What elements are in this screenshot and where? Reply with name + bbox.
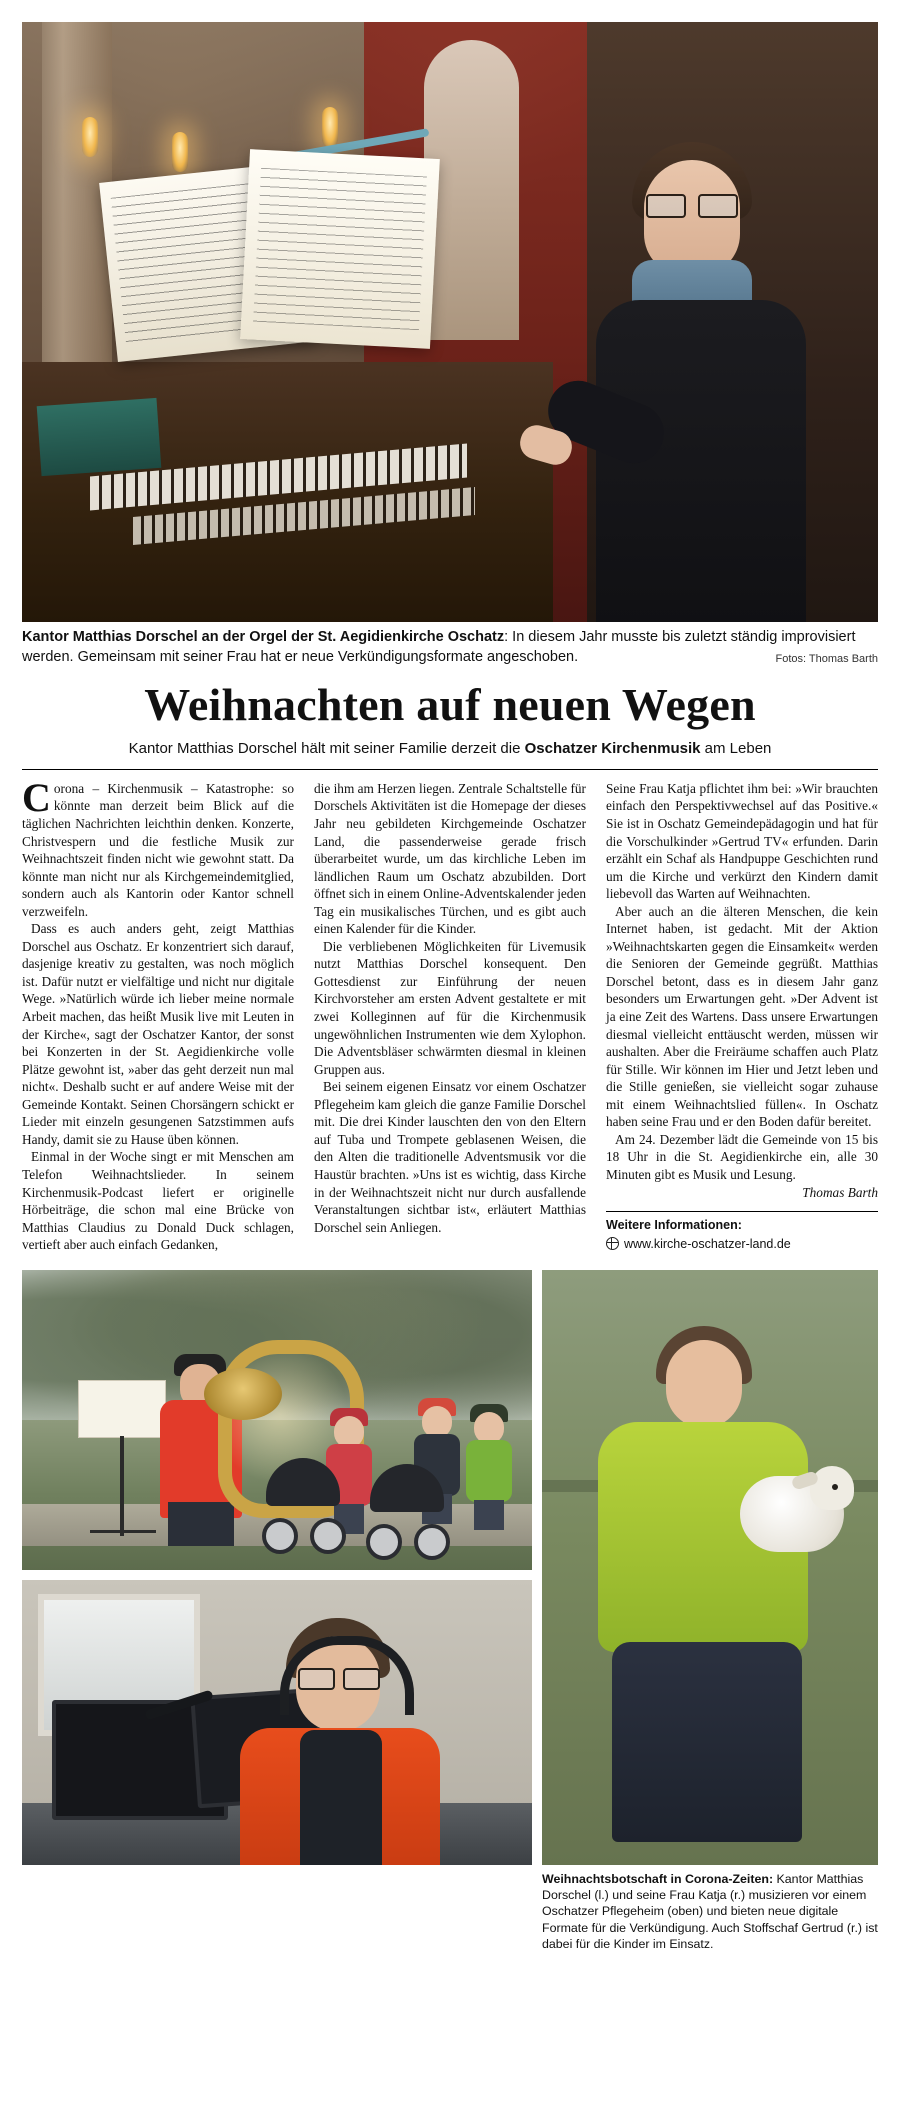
bottom-caption [542, 1871, 878, 1953]
organist-figure [586, 142, 816, 622]
divider [22, 769, 878, 770]
bottom-right-column [542, 1270, 878, 1953]
paragraph: Einmal in der Woche singt er mit Menschen am Telefon Weihnachtslieder. In seinem Kirchenmusik-Podcast liefert er originelle Hörbeiträge, die schon mal eine Brücke von Matthias Claudius zu Donald Duck schlagen, vertieft aber auch einfach Gedanken, [22, 1149, 294, 1253]
bottom-caption-bold: Weihnachtsbotschaft in Corona-Zeiten: [542, 1871, 774, 1886]
candle-light-icon [322, 107, 338, 147]
further-info-heading: Weitere Informationen: [606, 1218, 742, 1233]
bottom-caption-text: Kantor Matthias Dorschel (l.) und seine Frau Katja (r.) musizieren vor einem Oschatzer Pflegeheim (oben) und bieten neue digitale Formate für die Verkündigung. Auch Stoffschaf Gertrud (r.) ist dabei für die Kinder im Einsatz. [542, 1871, 878, 1952]
paragraph: Seine Frau Katja pflichtet ihm bei: »Wir brauchten einfach den Perspektivwechsel auf das Positive.« Sie ist in Oschatz Gemeindepädagogin und hat für die Vorschulkinder »Gertrud TV« erfunden. Darin erzählt ein Schaf als Handpuppe Geschichten rund um die Kirche und verkürzt den Kindern damit liebevoll das Warten auf Weihnachten. [606, 780, 878, 902]
candle-light-icon [82, 117, 98, 157]
green-book [37, 398, 162, 476]
stroller-wheel [366, 1524, 402, 1560]
bottom-photo-grid [22, 1270, 878, 1953]
hero-caption-bold: Kantor Matthias Dorschel an der Orgel der St. Aegidienkirche Oschatz [22, 629, 505, 645]
paragraph: Bei seinem eigenen Einsatz vor einem Oschatzer Pflegeheim kam gleich die ganze Familie Dorschel mit. Die drei Kinder lauschten den von den Eltern auf Tuba und Trompete geblasenen Weisen, die den Alten die traditionelle Adventsmusik vor die Haustür brachten. »Uns ist es wichtig, dass Kirche in der Weihnachtszeit nicht nur durch ausfallende Veranstaltungen sichtbar ist«, erläutert Matthias Dorschel sein Anliegen. [314, 1079, 586, 1235]
hero-caption [22, 628, 878, 667]
paragraph: Corona – Kirchenmusik – Katastrophe: so könnte man derzeit beim Blick auf die täglichen Nachrichten leichthin denken. Konzerte, Christvespern und die festliche Musik zur Weihnachtszeit finden nicht wie gewohnt statt. Da könnte man nicht nur als Kirchgemeindemitglied, sondern auch als Kantorin oder Kantor schnell verzweifeln. [22, 774, 294, 919]
stroller-wheel [262, 1518, 298, 1554]
child-head [422, 1406, 452, 1438]
woman-head [666, 1340, 742, 1428]
podcaster-vest [300, 1730, 382, 1865]
article-author: Thomas Barth [802, 1184, 878, 1200]
article-column-3 [606, 780, 878, 1254]
info-divider [606, 1211, 878, 1212]
photo-woman-with-puppet [542, 1270, 878, 1865]
tuba-bell [204, 1368, 282, 1420]
sheep-eye [832, 1484, 838, 1490]
article-column-1 [22, 774, 294, 1254]
further-info-link-row[interactable] [606, 1236, 878, 1253]
child-head [474, 1412, 504, 1444]
globe-icon [606, 1237, 619, 1250]
photo-podcast-recording [22, 1580, 532, 1865]
woman-figure [578, 1330, 838, 1850]
paragraph: Am 24. Dezember lädt die Gemeinde von 15 bis 18 Uhr in die St. Aegidienkirche ein, alle 30 Minuten gibt es Musik und Lesung. [606, 1131, 878, 1182]
woman-trousers [612, 1642, 802, 1842]
hero-photo-organist [22, 22, 878, 622]
sheep-puppet-gertrud [740, 1466, 852, 1562]
subheadline-bold: Oschatzer Kirchenmusik [524, 740, 701, 758]
subheadline-pre: Kantor Matthias Dorschel hält mit seiner Familie derzeit die [128, 740, 525, 758]
stroller-hood [370, 1464, 444, 1512]
player-legs [168, 1502, 234, 1546]
page-title: Weihnachten auf neuen Wegen [144, 679, 756, 731]
hero-caption-text: : In diesem Jahr musste bis zuletzt ständig improvisiert werden. Gemeinsam mit seiner Frau hat er neue Verkündigungsformate angeschoben. [22, 629, 856, 665]
article-body [22, 774, 878, 1254]
glasses-icon [646, 194, 738, 214]
child-figure [462, 1412, 516, 1530]
child-head [334, 1416, 364, 1448]
candle-light-icon [172, 132, 188, 172]
child-coat [466, 1440, 512, 1502]
podcaster-figure [222, 1610, 462, 1860]
stroller-wheel [310, 1518, 346, 1554]
paragraph: Aber auch an die älteren Menschen, die kein Internet haben, ist gedacht. Mit der Aktion »Weihnachtskarten gegen die Einsamkeit« werden die Senioren der Gemeinde gegrüßt. Matthias Dorschel betont, dass es in diesem Jahr ganz besonders um Erwartungen geht. »Der Advent ist ja eine Zeit des Wartens. Dass unsere Erwartungen diesmal vielleicht enttäuscht werden, müssen wir aushalten. Aber die Freiräume schaffen auch Platz für Stille. Wir können im Hier und Jetzt leben und die Stille genießen, sie vielleicht sogar zuhause mit einem Weihnachtslied füllen«. In Oschatz haben seine Frau und er den Boden dafür bereitet. [606, 903, 878, 1130]
sheet-music-right [240, 149, 440, 349]
website-url[interactable]: www.kirche-oschatzer-land.de [624, 1236, 791, 1251]
photo-brass-band-outdoors [22, 1270, 532, 1570]
bottom-left-column [22, 1270, 532, 1953]
stroller [258, 1458, 350, 1554]
stroller-hood [266, 1458, 340, 1506]
stroller-wheel [414, 1524, 450, 1560]
article-column-2 [314, 780, 586, 1254]
paragraph: Dass es auch anders geht, zeigt Matthias Dorschel aus Oschatz. Er konzentriert sich darauf, dasjenige kreativ zu gestalten, was noch möglich ist. Dafür nutzt er vielfältige und nicht nur digitale Wege. »Natürlich würde ich lieber meine normale Arbeit machen, das heißt Musik live mit Leuten in der Kirche«, sagt der Oschatzer Kantor, der sonst bei Konzerten in der St. Aegidienkirche volle Plätze gewohnt ist, »aber das geht derzeit nun mal nicht«. Deshalb sucht er auf andere Weise mit der Gemeinde Kontakt. Seinen Chorsängern schickt er Lieder mit einzeln gesungenen Satzstimmen aufs Handy, damit sie zu Hause üben können. [22, 921, 294, 1147]
stroller [362, 1464, 454, 1560]
subheadline-post: am Leben [700, 740, 772, 758]
subheadline [22, 739, 878, 759]
church-window [424, 40, 519, 340]
paragraph: die ihm am Herzen liegen. Zentrale Schaltstelle für Dorschels Aktivitäten ist die Homepage der dieses Jahr neu gebildeten Kirchgemeinde Oschatzer Land, die passenderweise gerade frisch überarbeitet wurde, um das kirchliche Leben im ländlichen Raum um Oschatz abzubilden. Dort öffnet sich in einem Online-Adventskalender jeden Tag ein musikalisches Türchen, und es gibt auch einen Kalender für die Kinder. [314, 780, 586, 937]
photo-credit: Fotos: Thomas Barth [775, 653, 878, 666]
organist-head [644, 160, 740, 276]
stand-pole [120, 1436, 124, 1536]
child-legs [474, 1500, 504, 1530]
paragraph: Die verbliebenen Möglichkeiten für Livemusik nutzt Matthias Dorschel konsequent. Den Gottesdienst zur Einführung der neuen Kirchvorsteher am ersten Advent gestaltete er mit zwei Kolleginnen auf für die Kirchenmusik ungewöhnlichen Instrumenten wie dem Xylophon. Die Adventsbläser schwärmten diesmal in kleinen Gruppen aus. [314, 938, 586, 1077]
